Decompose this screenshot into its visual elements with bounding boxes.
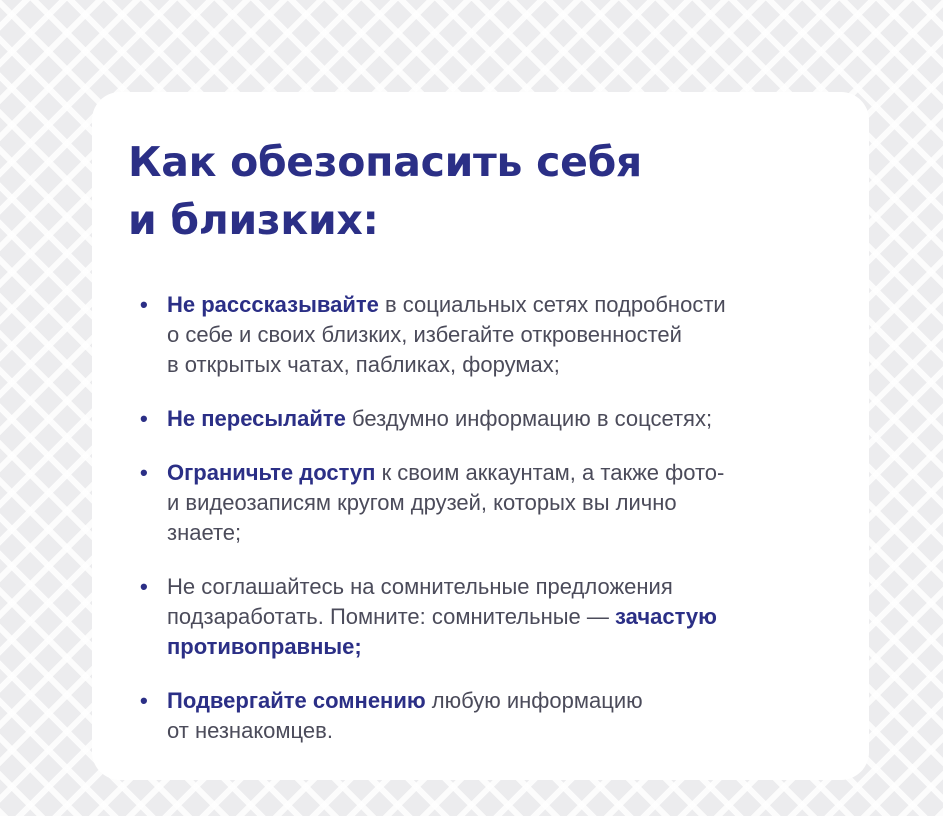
list-item: [140, 404, 830, 434]
title-line-1: Как обезопасить себя: [128, 138, 642, 186]
tip-emphasis: Не пересылайте: [167, 406, 346, 431]
tip-text: от незнакомцев.: [167, 718, 333, 743]
tip-text: бездумно информацию в соцсетях;: [345, 406, 713, 431]
tip-text: к своим аккаунтам, а также фото-: [375, 460, 725, 485]
tip-emphasis: Не рассcказывайте: [167, 292, 379, 317]
bullet-icon: •: [140, 574, 148, 599]
list-item: [140, 458, 830, 548]
list-item: [140, 572, 830, 662]
tip-text: в социальных сетях подробности: [378, 292, 726, 317]
bullet-icon: •: [140, 460, 148, 485]
bullet-icon: •: [140, 406, 148, 431]
tip-text: любую информацию: [425, 688, 643, 713]
tip-emphasis: Ограничьте доступ: [167, 460, 376, 485]
title-line-2: и близких:: [128, 196, 379, 244]
tip-emphasis: зачастую: [615, 604, 717, 629]
tip-text: подзаработать. Помните: сомнительные —: [167, 604, 615, 629]
tip-emphasis: противоправные;: [167, 634, 362, 659]
tip-emphasis: Подвергайте сомнению: [167, 688, 426, 713]
tip-text: в открытых чатах, пабликах, форумах;: [167, 352, 560, 377]
tips-list: [140, 290, 830, 770]
tip-text: о себе и своих близких, избегайте откровенностей: [167, 322, 682, 347]
list-item: [140, 686, 830, 746]
bullet-icon: •: [140, 292, 148, 317]
tip-text: знаете;: [167, 520, 242, 545]
tip-text: Не соглашайтесь на сомнительные предложения: [167, 574, 673, 599]
page-title: [128, 133, 642, 249]
bullet-icon: •: [140, 688, 148, 713]
list-item: [140, 290, 830, 380]
tip-text: и видеозаписям кругом друзей, которых вы лично: [167, 490, 677, 515]
